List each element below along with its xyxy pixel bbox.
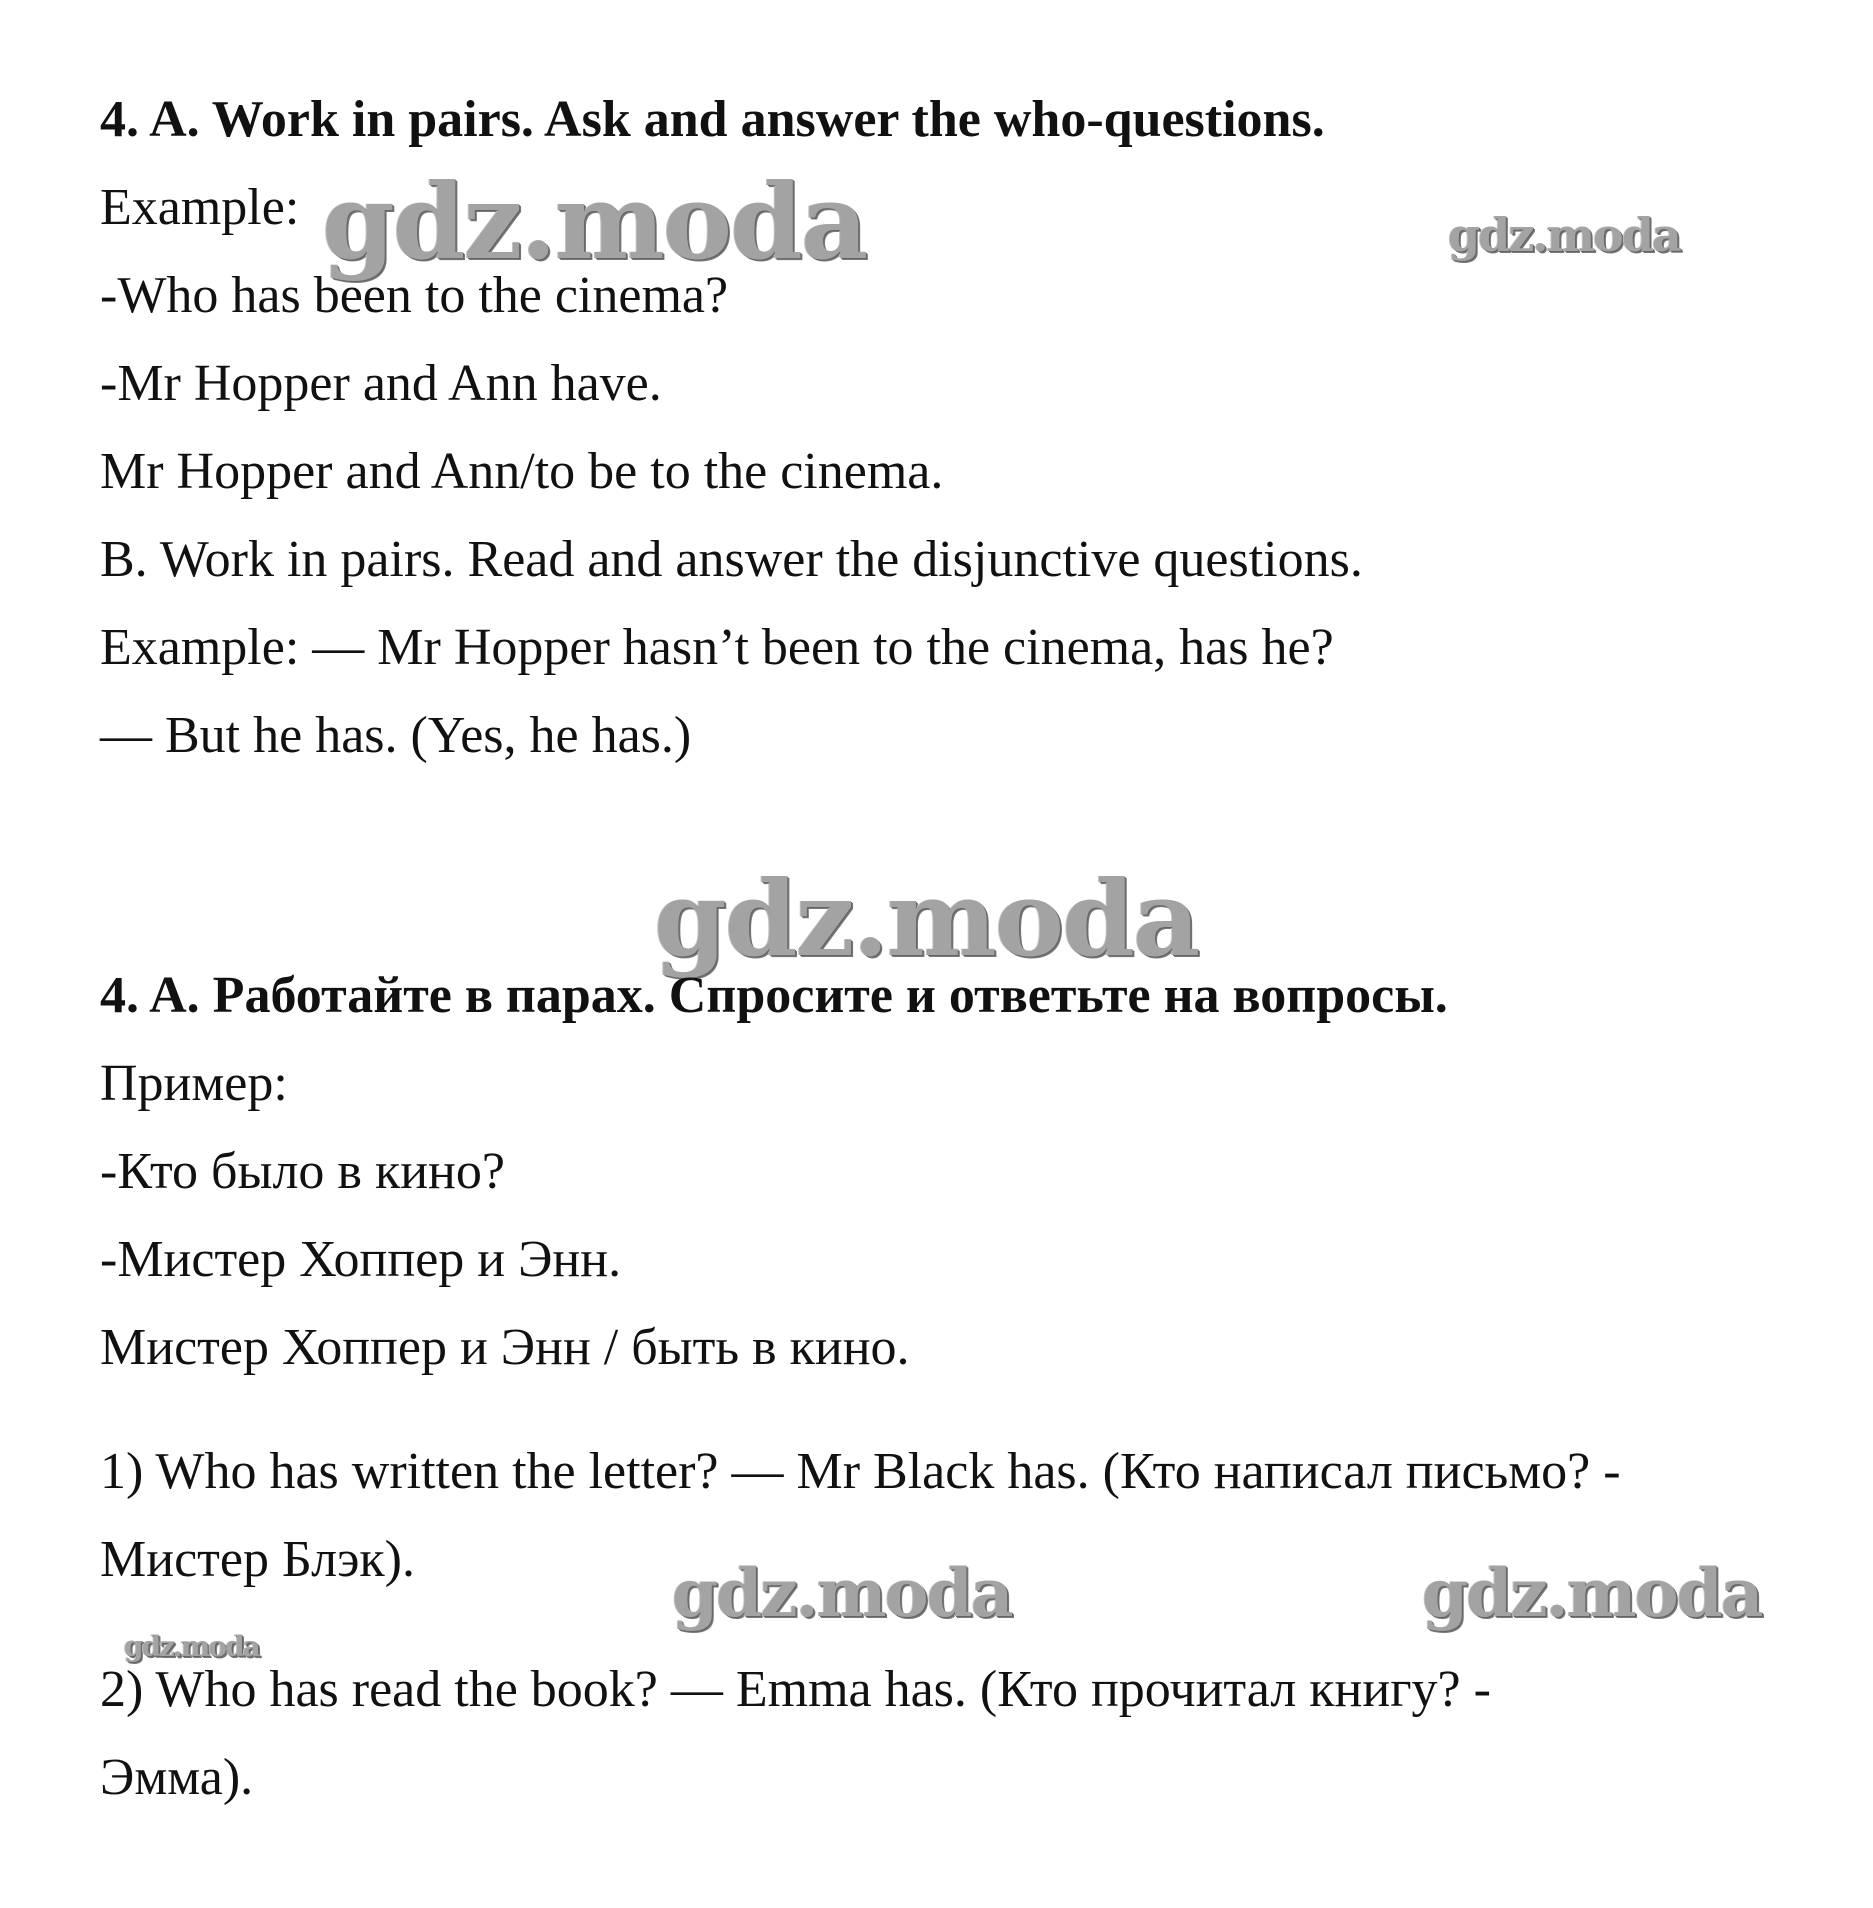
watermark-logo: gdz.moda xyxy=(654,857,1199,980)
answer-item-1: 1) Who has written the letter? — Mr Black has. (Кто написал письмо? - xyxy=(100,1443,1621,1500)
translation-heading: 4. A. Работайте в парах. Спросите и ответьте на вопросы. xyxy=(100,967,1448,1024)
part-b-instruction: B. Work in pairs. Read and answer the disjunctive questions. xyxy=(100,531,1363,588)
translation-prompt: Мистер Хоппер и Энн / быть в кино. xyxy=(100,1319,910,1376)
translation-question: -Кто было в кино? xyxy=(100,1143,505,1200)
translation-example-label: Пример: xyxy=(100,1055,288,1112)
part-b-answer: — But he has. (Yes, he has.) xyxy=(100,707,692,764)
answer-item-2-continued: Эмма). xyxy=(100,1749,254,1806)
watermark-logo: gdz.moda xyxy=(672,1554,1012,1632)
part-b-example: Example: — Mr Hopper hasn’t been to the cinema, has he? xyxy=(100,619,1334,676)
example-prompt: Mr Hopper and Ann/to be to the cinema. xyxy=(100,443,944,500)
example-answer: -Mr Hopper and Ann have. xyxy=(100,355,662,412)
watermark-logo: gdz.moda xyxy=(1448,208,1680,262)
watermark-logo: gdz.moda xyxy=(1422,1554,1762,1632)
example-label: Example: xyxy=(100,179,300,236)
exercise-heading: 4. A. Work in pairs. Ask and answer the who-questions. xyxy=(100,91,1325,148)
watermark-logo: gdz.moda xyxy=(322,160,867,283)
answer-item-1-continued: Мистер Блэк). xyxy=(100,1531,415,1588)
translation-answer: -Мистер Хоппер и Энн. xyxy=(100,1231,622,1288)
answer-item-2: 2) Who has read the book? — Emma has. (Кто прочитал книгу? - xyxy=(100,1661,1491,1718)
watermark-logo: gdz.moda xyxy=(124,1630,259,1663)
example-question: -Who has been to the cinema? xyxy=(100,267,729,324)
